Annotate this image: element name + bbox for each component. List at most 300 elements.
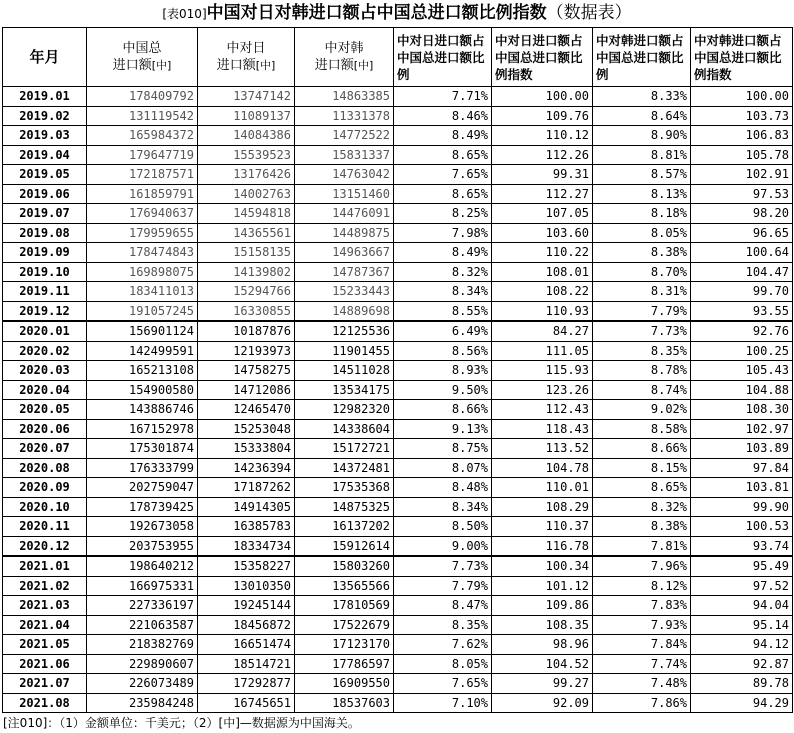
cell-total-import: 142499591 [87,341,198,361]
cell-year-month: 2021.01 [3,556,87,576]
cell-japan-import: 18456872 [198,615,295,635]
cell-korea-ratio-index: 94.29 [691,693,793,713]
cell-korea-ratio: 8.66% [593,439,691,459]
table-row [3,458,793,478]
cell-korea-import: 17786597 [295,654,394,674]
cell-korea-import: 14476091 [295,204,394,224]
cell-year-month: 2019.08 [3,223,87,243]
table-title [0,0,794,27]
cell-japan-import: 12465470 [198,400,295,420]
cell-japan-ratio-index: 116.78 [492,536,593,556]
data-table [2,27,793,713]
cell-total-import: 178474843 [87,243,198,263]
cell-korea-import: 15831337 [295,145,394,165]
cell-korea-import: 17522679 [295,615,394,635]
cell-japan-import: 16745651 [198,693,295,713]
cell-korea-import: 14787367 [295,262,394,282]
cell-year-month: 2019.01 [3,87,87,107]
cell-japan-ratio: 8.65% [394,145,492,165]
cell-japan-import: 14758275 [198,361,295,381]
cell-japan-import: 14365561 [198,223,295,243]
cell-korea-ratio-index: 104.88 [691,380,793,400]
header-japan-ratio-index: 中对日进口额占中国总进口额比例指数 [492,28,593,87]
cell-year-month: 2020.12 [3,536,87,556]
cell-japan-ratio-index: 110.37 [492,517,593,537]
header-year-month: 年月 [3,28,87,87]
cell-year-month: 2020.03 [3,361,87,381]
table-row [3,282,793,302]
cell-year-month: 2019.12 [3,301,87,321]
cell-year-month: 2020.02 [3,341,87,361]
cell-japan-ratio-index: 109.76 [492,106,593,126]
cell-year-month: 2019.04 [3,145,87,165]
header-row [3,28,793,87]
cell-korea-ratio: 8.31% [593,282,691,302]
cell-korea-ratio-index: 103.73 [691,106,793,126]
cell-korea-ratio-index: 100.64 [691,243,793,263]
cell-korea-ratio-index: 92.76 [691,321,793,341]
cell-japan-ratio: 9.50% [394,380,492,400]
cell-korea-ratio: 7.83% [593,596,691,616]
cell-japan-ratio-index: 100.00 [492,87,593,107]
table-row [3,106,793,126]
cell-japan-import: 17292877 [198,674,295,694]
header-korea-ratio: 中对韩进口额占中国总进口额比例 [593,28,691,87]
table-row [3,596,793,616]
table-row [3,341,793,361]
table-row [3,380,793,400]
cell-total-import: 218382769 [87,635,198,655]
table-row [3,635,793,655]
cell-korea-import: 11901455 [295,341,394,361]
cell-korea-ratio: 8.70% [593,262,691,282]
cell-year-month: 2021.08 [3,693,87,713]
header-total-import [87,28,198,87]
cell-total-import: 179647719 [87,145,198,165]
cell-total-import: 226073489 [87,674,198,694]
header-japan-import-line2: 进口额 [216,58,256,73]
cell-japan-import: 18514721 [198,654,295,674]
cell-japan-import: 14594818 [198,204,295,224]
cell-japan-ratio-index: 118.43 [492,419,593,439]
cell-korea-ratio-index: 94.12 [691,635,793,655]
cell-year-month: 2020.11 [3,517,87,537]
cell-japan-ratio: 6.49% [394,321,492,341]
header-japan-import-source: [中] [255,59,276,72]
cell-japan-ratio: 7.10% [394,693,492,713]
cell-japan-ratio: 8.55% [394,301,492,321]
cell-korea-ratio: 8.90% [593,126,691,146]
header-korea-import-line1: 中对韩 [324,41,364,56]
cell-japan-ratio-index: 92.09 [492,693,593,713]
cell-korea-ratio: 9.02% [593,400,691,420]
cell-korea-import: 13151460 [295,184,394,204]
cell-japan-ratio: 8.49% [394,243,492,263]
cell-japan-import: 13747142 [198,87,295,107]
cell-total-import: 221063587 [87,615,198,635]
cell-year-month: 2020.07 [3,439,87,459]
table-row [3,517,793,537]
cell-japan-import: 14914305 [198,497,295,517]
cell-japan-ratio-index: 84.27 [492,321,593,341]
header-korea-import-source: [中] [353,59,374,72]
cell-japan-import: 15539523 [198,145,295,165]
cell-japan-ratio: 8.65% [394,184,492,204]
cell-korea-ratio-index: 104.47 [691,262,793,282]
cell-korea-ratio: 8.05% [593,223,691,243]
table-row [3,419,793,439]
cell-total-import: 229890607 [87,654,198,674]
cell-korea-ratio-index: 93.74 [691,536,793,556]
cell-total-import: 166975331 [87,576,198,596]
cell-japan-ratio: 8.56% [394,341,492,361]
cell-japan-ratio: 9.13% [394,419,492,439]
table-row [3,87,793,107]
cell-year-month: 2021.04 [3,615,87,635]
cell-korea-ratio: 8.65% [593,478,691,498]
cell-japan-ratio: 8.07% [394,458,492,478]
cell-japan-import: 10187876 [198,321,295,341]
cell-year-month: 2020.09 [3,478,87,498]
cell-japan-import: 15294766 [198,282,295,302]
table-row [3,615,793,635]
cell-korea-ratio-index: 95.14 [691,615,793,635]
cell-total-import: 165984372 [87,126,198,146]
cell-japan-ratio-index: 104.52 [492,654,593,674]
cell-korea-ratio: 8.33% [593,87,691,107]
cell-japan-ratio: 7.65% [394,674,492,694]
cell-japan-ratio-index: 110.93 [492,301,593,321]
cell-japan-ratio: 8.05% [394,654,492,674]
cell-korea-import: 14763042 [295,165,394,185]
cell-japan-import: 19245144 [198,596,295,616]
table-row [3,693,793,713]
cell-year-month: 2020.06 [3,419,87,439]
cell-japan-ratio-index: 110.22 [492,243,593,263]
cell-korea-import: 16909550 [295,674,394,694]
cell-japan-ratio-index: 99.27 [492,674,593,694]
table-row [3,301,793,321]
cell-japan-import: 13010350 [198,576,295,596]
cell-japan-ratio-index: 103.60 [492,223,593,243]
cell-korea-ratio: 7.73% [593,321,691,341]
cell-total-import: 227336197 [87,596,198,616]
table-row [3,145,793,165]
cell-japan-import: 15158135 [198,243,295,263]
cell-japan-ratio-index: 110.12 [492,126,593,146]
cell-japan-ratio: 8.34% [394,497,492,517]
cell-japan-ratio: 7.65% [394,165,492,185]
cell-japan-ratio: 7.98% [394,223,492,243]
cell-year-month: 2021.02 [3,576,87,596]
cell-total-import: 175301874 [87,439,198,459]
cell-japan-ratio-index: 108.01 [492,262,593,282]
header-korea-import-line2: 进口额 [314,58,354,73]
cell-korea-import: 16137202 [295,517,394,537]
table-row [3,654,793,674]
cell-korea-ratio: 8.74% [593,380,691,400]
cell-korea-ratio-index: 102.97 [691,419,793,439]
cell-total-import: 178739425 [87,497,198,517]
cell-korea-ratio: 8.78% [593,361,691,381]
cell-japan-import: 15253048 [198,419,295,439]
cell-korea-ratio-index: 100.53 [691,517,793,537]
cell-japan-ratio: 7.79% [394,576,492,596]
cell-korea-ratio: 7.86% [593,693,691,713]
cell-japan-ratio: 7.71% [394,87,492,107]
cell-total-import: 172187571 [87,165,198,185]
cell-korea-ratio: 8.57% [593,165,691,185]
table-body [3,87,793,713]
cell-korea-ratio: 8.38% [593,243,691,263]
cell-korea-import: 14963667 [295,243,394,263]
cell-korea-ratio: 8.35% [593,341,691,361]
cell-year-month: 2019.02 [3,106,87,126]
cell-total-import: 131119542 [87,106,198,126]
cell-japan-ratio-index: 112.26 [492,145,593,165]
cell-japan-ratio-index: 112.27 [492,184,593,204]
cell-year-month: 2019.10 [3,262,87,282]
cell-japan-ratio: 8.93% [394,361,492,381]
cell-korea-import: 14489875 [295,223,394,243]
cell-korea-ratio-index: 98.20 [691,204,793,224]
cell-korea-ratio-index: 108.30 [691,400,793,420]
cell-korea-import: 15803260 [295,556,394,576]
cell-korea-ratio: 8.18% [593,204,691,224]
table-row [3,321,793,341]
cell-year-month: 2021.05 [3,635,87,655]
cell-korea-ratio-index: 100.25 [691,341,793,361]
cell-korea-ratio: 8.32% [593,497,691,517]
header-japan-ratio: 中对日进口额占中国总进口额比例 [394,28,492,87]
cell-japan-ratio: 8.49% [394,126,492,146]
cell-japan-import: 14002763 [198,184,295,204]
cell-year-month: 2020.01 [3,321,87,341]
cell-korea-ratio: 7.74% [593,654,691,674]
cell-total-import: 178409792 [87,87,198,107]
cell-korea-ratio-index: 105.43 [691,361,793,381]
cell-korea-ratio-index: 89.78 [691,674,793,694]
cell-japan-ratio-index: 108.22 [492,282,593,302]
cell-korea-ratio-index: 92.87 [691,654,793,674]
cell-year-month: 2019.09 [3,243,87,263]
cell-korea-import: 15912614 [295,536,394,556]
table-row [3,262,793,282]
cell-year-month: 2019.05 [3,165,87,185]
table-tag: [表010] [162,7,207,21]
footnote: [注010]：（1）金额单位：千美元；（2）[中]—数据源为中国海关。 [3,716,360,730]
header-total-import-line1: 中国总 [122,41,162,56]
cell-korea-import: 18537603 [295,693,394,713]
cell-total-import: 167152978 [87,419,198,439]
cell-korea-ratio: 7.93% [593,615,691,635]
cell-korea-ratio: 8.58% [593,419,691,439]
cell-korea-import: 13565566 [295,576,394,596]
cell-year-month: 2019.07 [3,204,87,224]
cell-japan-ratio: 8.47% [394,596,492,616]
cell-korea-ratio-index: 93.55 [691,301,793,321]
header-total-import-source: [中] [151,59,172,72]
cell-total-import: 235984248 [87,693,198,713]
cell-japan-import: 17187262 [198,478,295,498]
cell-total-import: 176333799 [87,458,198,478]
cell-japan-import: 14084386 [198,126,295,146]
cell-japan-ratio-index: 98.96 [492,635,593,655]
cell-korea-import: 15172721 [295,439,394,459]
cell-japan-ratio-index: 113.52 [492,439,593,459]
cell-total-import: 169898075 [87,262,198,282]
cell-japan-import: 13176426 [198,165,295,185]
header-japan-import-line1: 中对日 [226,41,266,56]
cell-japan-ratio: 8.34% [394,282,492,302]
cell-korea-import: 14372481 [295,458,394,478]
cell-japan-ratio-index: 111.05 [492,341,593,361]
header-japan-import [198,28,295,87]
cell-year-month: 2020.10 [3,497,87,517]
cell-japan-import: 11089137 [198,106,295,126]
cell-japan-ratio: 7.62% [394,635,492,655]
table-row [3,576,793,596]
cell-japan-ratio-index: 110.01 [492,478,593,498]
cell-japan-import: 15358227 [198,556,295,576]
cell-year-month: 2020.04 [3,380,87,400]
cell-korea-import: 13534175 [295,380,394,400]
cell-korea-ratio: 8.81% [593,145,691,165]
cell-japan-import: 15333804 [198,439,295,459]
cell-korea-ratio: 8.13% [593,184,691,204]
cell-korea-import: 12125536 [295,321,394,341]
cell-korea-ratio-index: 99.70 [691,282,793,302]
cell-korea-ratio: 8.15% [593,458,691,478]
cell-korea-import: 14511028 [295,361,394,381]
cell-korea-import: 17810569 [295,596,394,616]
cell-japan-ratio-index: 100.34 [492,556,593,576]
cell-total-import: 183411013 [87,282,198,302]
cell-japan-ratio: 9.00% [394,536,492,556]
cell-total-import: 191057245 [87,301,198,321]
table-row [3,439,793,459]
cell-korea-ratio: 7.84% [593,635,691,655]
cell-korea-import: 14863385 [295,87,394,107]
cell-japan-ratio-index: 109.86 [492,596,593,616]
cell-japan-ratio-index: 123.26 [492,380,593,400]
cell-total-import: 143886746 [87,400,198,420]
table-title-suffix: （数据表） [546,3,632,23]
cell-japan-import: 12193973 [198,341,295,361]
cell-korea-import: 14889698 [295,301,394,321]
table-row [3,165,793,185]
cell-total-import: 202759047 [87,478,198,498]
table-row [3,361,793,381]
table-row [3,400,793,420]
table-row [3,497,793,517]
cell-total-import: 161859791 [87,184,198,204]
table-row [3,184,793,204]
cell-total-import: 156901124 [87,321,198,341]
cell-korea-import: 17123170 [295,635,394,655]
cell-japan-ratio: 7.73% [394,556,492,576]
table-row [3,223,793,243]
cell-korea-import: 14772522 [295,126,394,146]
cell-korea-ratio-index: 100.00 [691,87,793,107]
cell-japan-ratio-index: 107.05 [492,204,593,224]
cell-japan-import: 18334734 [198,536,295,556]
table-row [3,243,793,263]
cell-korea-ratio-index: 99.90 [691,497,793,517]
cell-korea-ratio: 7.48% [593,674,691,694]
cell-year-month: 2020.08 [3,458,87,478]
cell-japan-import: 14236394 [198,458,295,478]
cell-year-month: 2020.05 [3,400,87,420]
cell-total-import: 154900580 [87,380,198,400]
cell-korea-ratio-index: 96.65 [691,223,793,243]
cell-korea-ratio-index: 106.83 [691,126,793,146]
cell-korea-import: 14875325 [295,497,394,517]
cell-korea-ratio: 7.79% [593,301,691,321]
cell-korea-import: 15233443 [295,282,394,302]
table-row [3,536,793,556]
table-row [3,674,793,694]
cell-total-import: 179959655 [87,223,198,243]
cell-korea-ratio: 7.81% [593,536,691,556]
cell-korea-ratio-index: 97.52 [691,576,793,596]
table-row [3,478,793,498]
cell-japan-ratio: 8.35% [394,615,492,635]
cell-korea-ratio: 8.64% [593,106,691,126]
cell-japan-ratio-index: 108.35 [492,615,593,635]
cell-korea-ratio: 8.38% [593,517,691,537]
cell-total-import: 198640212 [87,556,198,576]
cell-japan-import: 14712086 [198,380,295,400]
cell-japan-import: 16651474 [198,635,295,655]
cell-korea-ratio-index: 95.49 [691,556,793,576]
cell-korea-import: 11331378 [295,106,394,126]
header-korea-import [295,28,394,87]
cell-japan-ratio: 8.46% [394,106,492,126]
cell-korea-import: 14338604 [295,419,394,439]
cell-japan-import: 16330855 [198,301,295,321]
cell-year-month: 2021.03 [3,596,87,616]
cell-year-month: 2019.11 [3,282,87,302]
table-row [3,126,793,146]
cell-japan-import: 16385783 [198,517,295,537]
cell-japan-ratio: 8.66% [394,400,492,420]
cell-japan-ratio: 8.75% [394,439,492,459]
cell-total-import: 192673058 [87,517,198,537]
cell-japan-ratio-index: 99.31 [492,165,593,185]
cell-korea-ratio-index: 105.78 [691,145,793,165]
cell-total-import: 165213108 [87,361,198,381]
cell-japan-ratio-index: 108.29 [492,497,593,517]
cell-korea-ratio-index: 103.81 [691,478,793,498]
cell-japan-ratio: 8.50% [394,517,492,537]
cell-korea-ratio-index: 102.91 [691,165,793,185]
cell-korea-ratio-index: 97.84 [691,458,793,478]
cell-total-import: 176940637 [87,204,198,224]
cell-korea-ratio: 8.12% [593,576,691,596]
header-korea-ratio-index: 中对韩进口额占中国总进口额比例指数 [691,28,793,87]
cell-korea-ratio-index: 103.89 [691,439,793,459]
header-total-import-line2: 进口额 [112,58,152,73]
cell-japan-ratio-index: 101.12 [492,576,593,596]
cell-korea-ratio: 7.96% [593,556,691,576]
cell-japan-ratio: 8.48% [394,478,492,498]
cell-year-month: 2021.06 [3,654,87,674]
cell-total-import: 203753955 [87,536,198,556]
cell-korea-ratio-index: 94.04 [691,596,793,616]
cell-japan-ratio: 8.25% [394,204,492,224]
cell-japan-ratio-index: 104.78 [492,458,593,478]
